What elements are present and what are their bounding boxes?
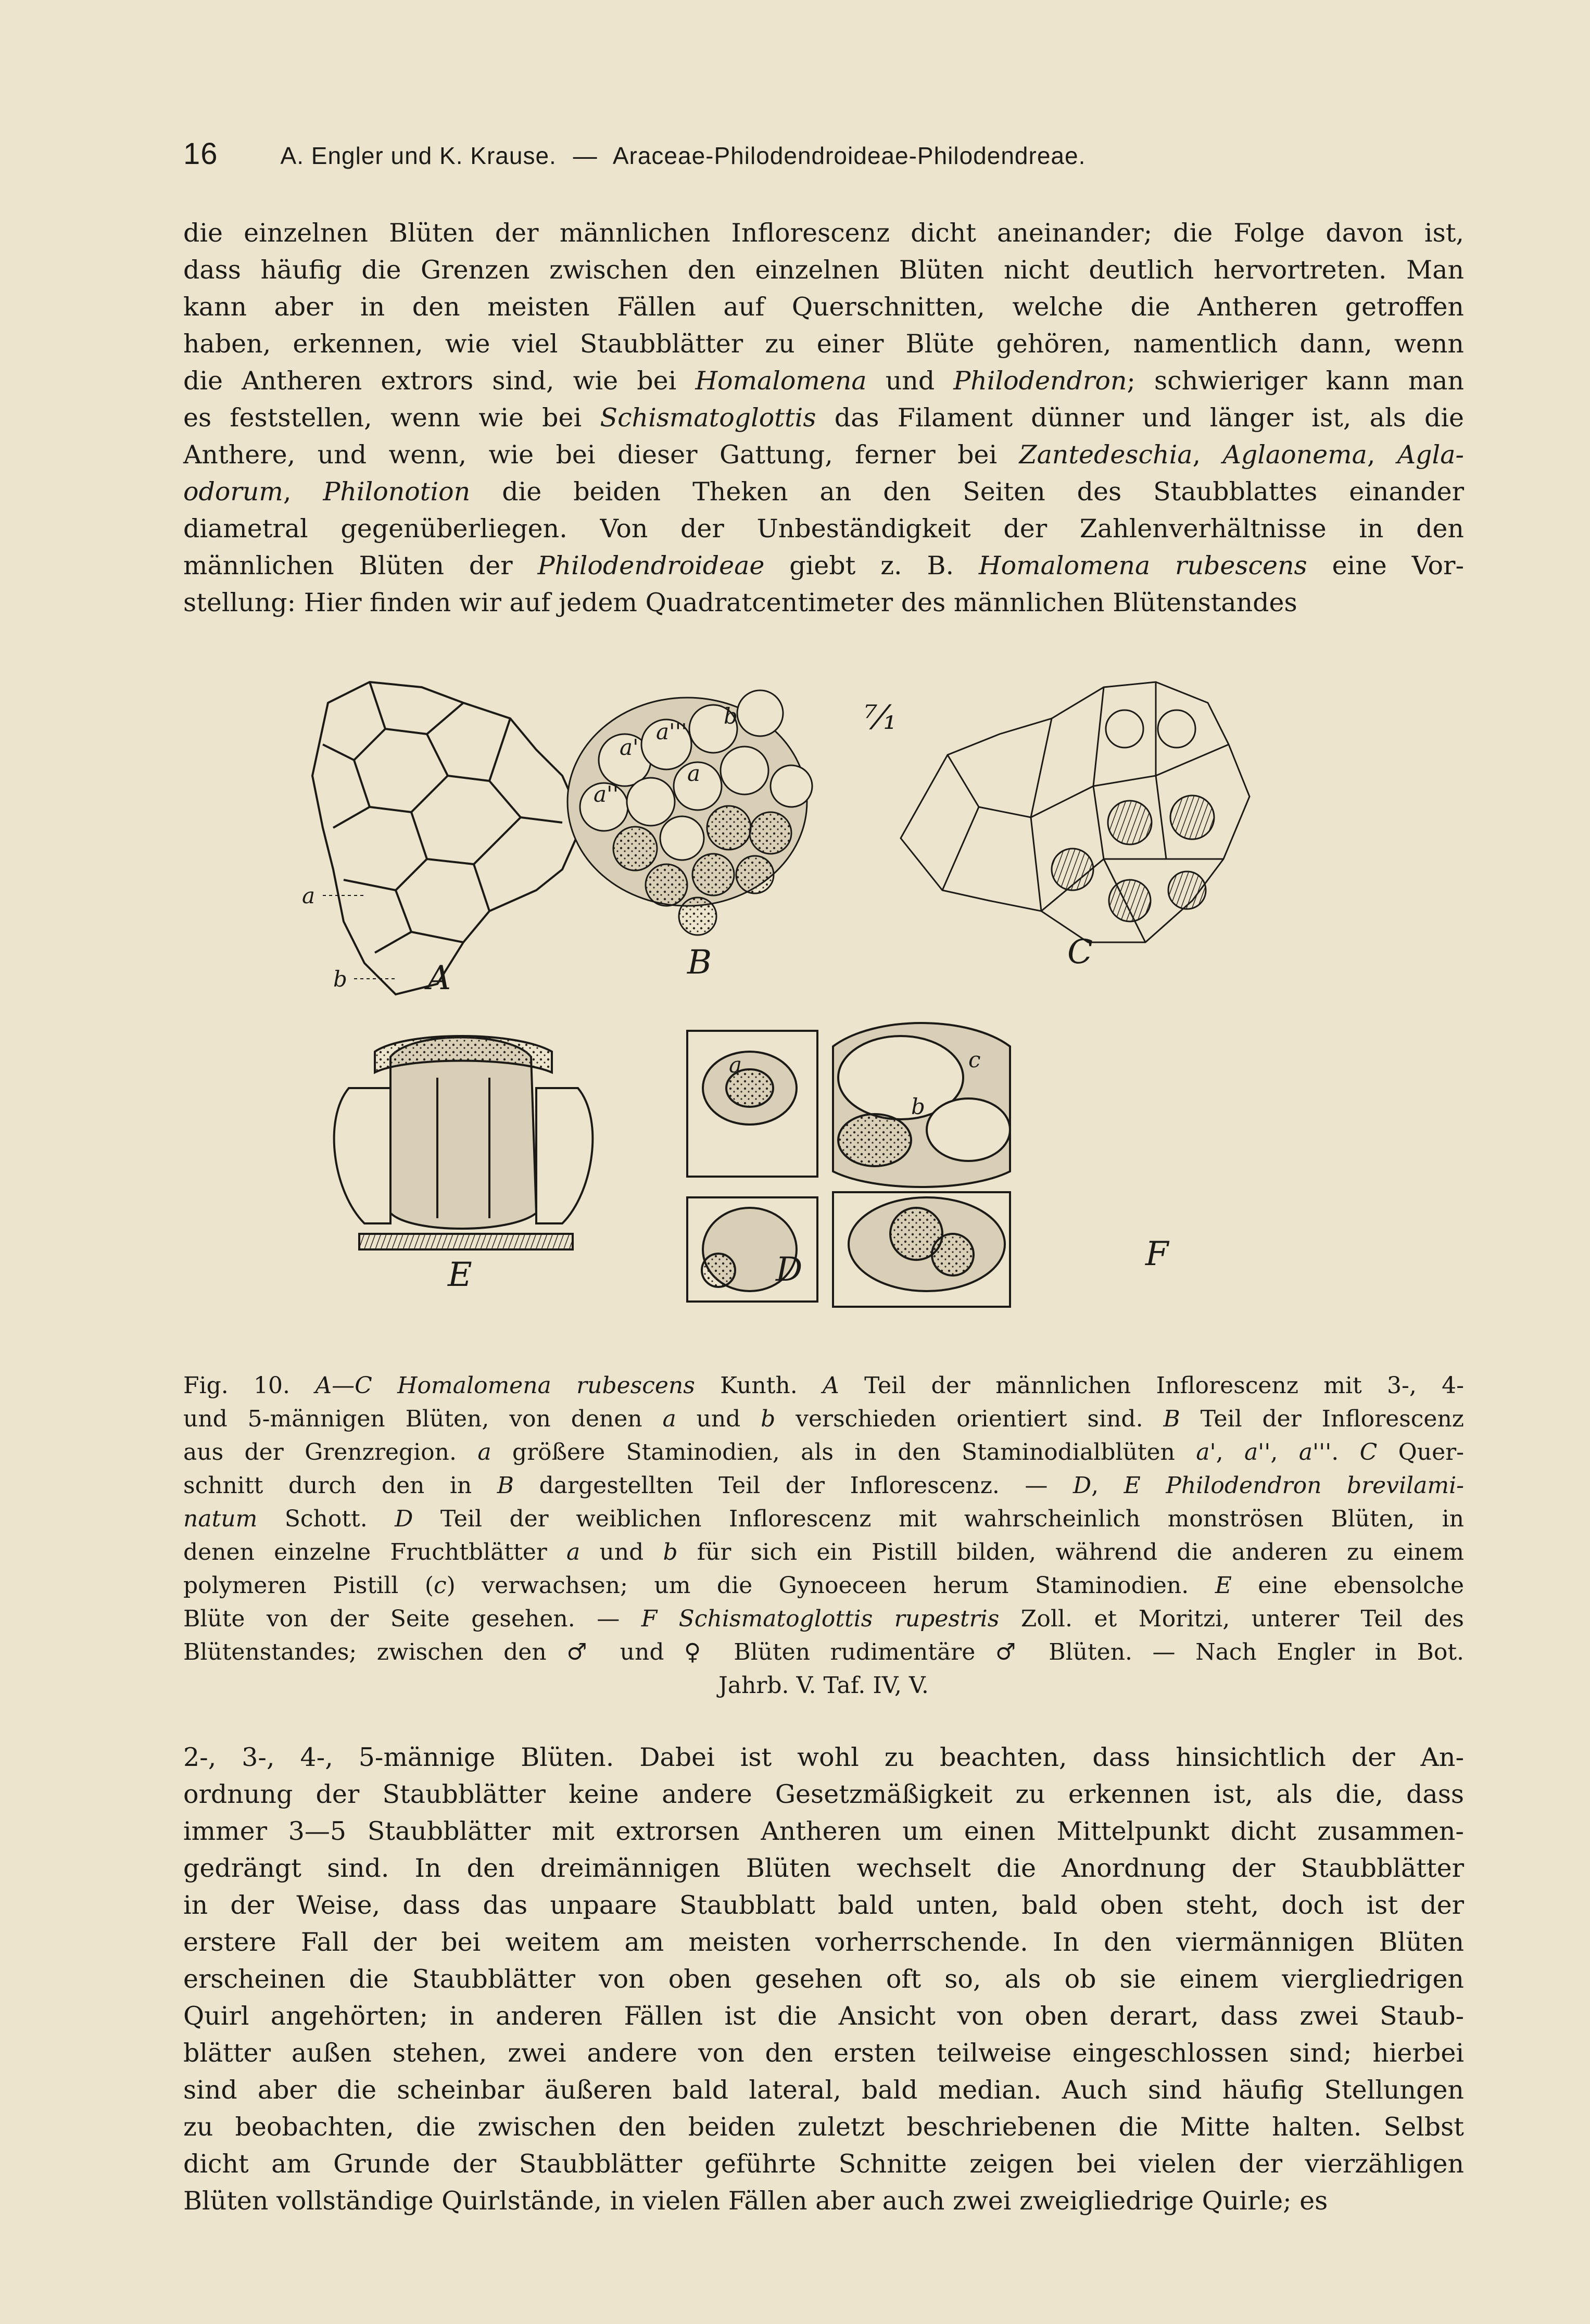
paragraph1-line: dass häufig die Grenzen zwischen den einzelnen Blüten nicht deutlich hervortreten. Man <box>183 255 1464 285</box>
panel-f-letter: F <box>1145 1235 1169 1273</box>
paragraph1-line: die Antheren extrors sind, wie bei Homalomena und Philodendron; schwieriger kann man <box>183 366 1464 396</box>
panel-c-anthers <box>1052 710 1214 921</box>
paragraph1-line: stellung: Hier finden wir auf jedem Quadratcentimeter des männlichen Blütenstandes <box>183 588 1297 617</box>
caption-line: Blüte von der Seite gesehen. — F Schismatoglottis rupestris Zoll. et Moritzi, unterer Teil des <box>183 1606 1465 1632</box>
paragraph1-line: männlichen Blüten der Philodendroideae giebt z. B. Homalomena rubescens eine Vor- <box>183 551 1465 580</box>
panel-a-letter: A <box>427 959 451 997</box>
paragraph-1 <box>183 214 1464 621</box>
paragraph2-line: 2-, 3-, 4-, 5-männige Blüten. Dabei ist wohl zu beachten, dass hinsichtlich der An- <box>183 1742 1464 1772</box>
paragraph1-line: odorum, Philonotion die beiden Theken an den Seiten des Staubblattes einander <box>183 477 1464 507</box>
panel-a-label-b: b <box>333 966 347 992</box>
paragraph1-line: kann aber in den meisten Fällen auf Querschnitten, welche die Antheren getroffen <box>183 292 1464 322</box>
panel-c-letter: C <box>1067 933 1093 971</box>
panel-b-label-b: b <box>724 703 738 729</box>
caption-line: aus der Grenzregion. a größere Staminodien, als in den Staminodialblüten a', a'', a'''. C Quer- <box>183 1439 1465 1466</box>
caption-lines <box>183 1369 1464 1669</box>
caption-line: Blütenstandes; zwischen den ♂ und ♀ Blüten rudimentäre ♂ Blüten. — Nach Engler in Bot. <box>183 1639 1464 1665</box>
running-head <box>281 142 1095 170</box>
paragraph2-line: blätter außen stehen, zwei andere von den ersten teilweise eingeschlossen sind; hierbei <box>183 2038 1464 2068</box>
magnification-label: ⁷⁄₁ <box>864 699 897 737</box>
panel-b-label-a3: a''' <box>656 719 687 744</box>
running-header <box>183 136 1464 183</box>
paragraph2-line: immer 3—5 Staubblätter mit extrorsen Antheren um einen Mittelpunkt dicht zusammen- <box>183 1816 1464 1846</box>
paragraph-2 <box>183 1739 1464 2219</box>
caption-line: schnitt durch den in B dargestellten Teil der Inflorescenz. — D, E Philodendron brevilami- <box>183 1472 1465 1499</box>
caption-line: denen einzelne Fruchtblätter a und b für sich ein Pistill bilden, während die anderen zu einem <box>183 1539 1465 1565</box>
paragraph1-line: die einzelnen Blüten der männlichen Inflorescenz dicht aneinander; die Folge davon ist, <box>183 218 1464 248</box>
panel-b-label-a2: a'' <box>594 781 619 807</box>
panel-f-label-b: b <box>911 1094 925 1119</box>
panel-d-label-a: a <box>729 1052 742 1078</box>
caption-line: polymeren Pistill (c) verwachsen; um die Gynoeceen herum Staminodien. E eine ebensolche <box>183 1572 1464 1599</box>
paragraph2-line: ordnung der Staubblätter keine andere Gesetzmäßigkeit zu erkennen ist, als die, dass <box>183 1779 1464 1809</box>
panel-f-label-c: c <box>968 1047 981 1072</box>
panel-a-drawing <box>312 682 583 994</box>
paragraph2-line: erstere Fall der bei weitem am meisten vorherrschende. In den viermännigen Blüten <box>183 1927 1464 1957</box>
caption-last-line: Jahrb. V. Taf. IV, V. <box>718 1672 929 1699</box>
caption-line: natum Schott. D Teil der weiblichen Inflorescenz mit wahrscheinlich monströsen Blüten, in <box>183 1506 1465 1532</box>
figure-caption <box>183 1369 1464 1702</box>
paragraph2-line: dicht am Grunde der Staubblätter geführte Schnitte zeigen bei vielen der vierzähligen <box>183 2149 1464 2179</box>
caption-line: und 5-männigen Blüten, von denen a und b verschieden orientiert sind. B Teil der Inflorescenz <box>183 1406 1464 1432</box>
panel-a-label-a: a <box>302 883 316 908</box>
paragraph1-line: Anthere, und wenn, wie bei dieser Gattung, ferner bei Zantedeschia, Aglaonema, Agla- <box>183 440 1464 470</box>
figure-10 <box>292 672 1374 1359</box>
header-authors: A. Engler und K. Krause. <box>280 142 557 169</box>
paragraph2-line: in der Weise, dass das unpaare Staubblatt bald unten, bald oben steht, doch ist der <box>183 1890 1464 1920</box>
panel-b-letter: B <box>687 943 712 982</box>
panel-d-letter: D <box>776 1251 803 1289</box>
panel-f-drawing <box>833 1023 1010 1307</box>
panel-e-drawing <box>334 1036 593 1249</box>
paragraph2-line: sind aber die scheinbar äußeren bald lateral, bald median. Auch sind häufig Stellungen <box>183 2075 1464 2105</box>
paragraph2-line: Quirl angehörten; in anderen Fällen ist die Ansicht von oben derart, dass zwei Staub- <box>183 2001 1464 2031</box>
figure-illustration <box>292 672 1374 1359</box>
paragraph2-line: gedrängt sind. In den dreimännigen Blüten wechselt die Anordnung der Staubblätter <box>183 1853 1464 1883</box>
paragraph1-line: diametral gegenüberliegen. Von der Unbeständigkeit der Zahlenverhältnisse in den <box>183 514 1464 544</box>
paragraph1-line: es feststellen, wenn wie bei Schismatoglottis das Filament dünner und länger ist, als die <box>183 403 1464 433</box>
paragraph2-line: Blüten vollständige Quirlstände, in vielen Fällen aber auch zwei zweigliedrige Quirle; es <box>183 2186 1328 2216</box>
header-dash: — <box>573 142 598 169</box>
caption-line: Fig. 10. A—C Homalomena rubescens Kunth. A Teil der männlichen Inflorescenz mit 3-, 4- <box>183 1372 1464 1399</box>
panel-e-letter: E <box>448 1256 472 1294</box>
page-number: 16 <box>183 137 218 171</box>
panel-b-label-a1: a' <box>620 735 639 760</box>
panel-b-label-a: a <box>687 761 701 786</box>
paragraph2-line: zu beobachten, die zwischen den beiden zuletzt beschriebenen die Mitte halten. Selbst <box>183 2112 1464 2142</box>
paragraph1-line: haben, erkennen, wie viel Staubblätter zu einer Blüte gehören, namentlich dann, wenn <box>183 329 1464 359</box>
header-section: Araceae-Philodendroideae-Philodendreae. <box>612 142 1086 169</box>
panel-b-drawing <box>567 690 812 935</box>
paragraph2-line: erscheinen die Staubblätter von oben gesehen oft so, als ob sie einem viergliedrigen <box>183 1964 1464 1994</box>
